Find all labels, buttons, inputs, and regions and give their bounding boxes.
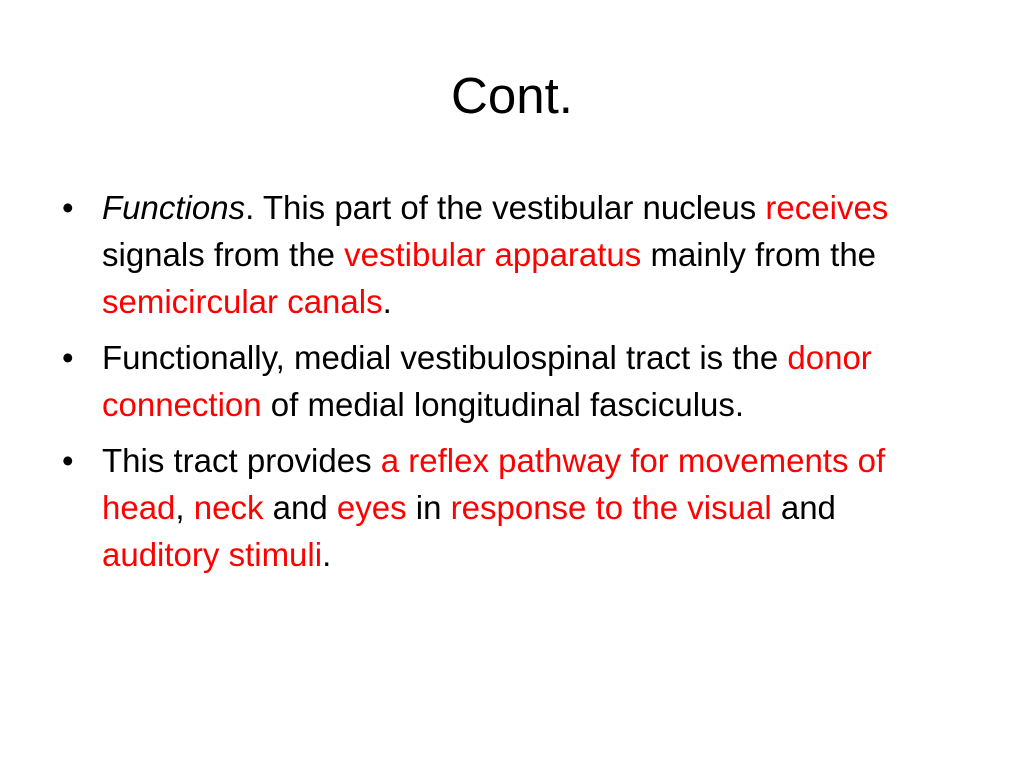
bullet-text-segment: and — [263, 489, 337, 526]
bullet-item-donor-connection — [62, 334, 962, 428]
highlight-text: donor connection — [102, 339, 872, 423]
bullet-item-reflex-pathway — [62, 437, 962, 578]
bullet-text-segment: This tract provides — [102, 442, 381, 479]
highlight-text: neck — [193, 489, 264, 526]
highlight-text: a reflex pathway for movements of head — [102, 442, 886, 526]
bullet-text-segment: , — [175, 489, 194, 526]
highlight-text: receives — [765, 189, 889, 226]
bullet-text-segment: Functions — [102, 189, 246, 226]
bullet-dot-icon: • — [62, 442, 74, 479]
bullet-text-segment: in — [406, 489, 451, 526]
bullet-text-segment: signals from the — [102, 236, 345, 273]
bullet-dot-icon: • — [62, 189, 74, 226]
slide-title: Cont. — [451, 67, 573, 124]
bullet-text-segment: . — [382, 283, 392, 320]
highlight-text: auditory stimuli — [102, 536, 323, 573]
bullet-dot-icon: • — [62, 339, 74, 376]
highlight-text: vestibular apparatus — [344, 236, 642, 273]
bullet-text-segment: . — [322, 536, 332, 573]
highlight-text: response to the visual — [450, 489, 772, 526]
bullet-text-segment: mainly from the — [641, 236, 877, 273]
bullet-list — [62, 184, 962, 587]
highlight-text: eyes — [336, 489, 407, 526]
highlight-text: semicircular canals — [102, 283, 383, 320]
bullet-text-segment: . This part of the vestibular nucleus — [245, 189, 766, 226]
bullet-text-segment: of medial longitudinal fasciculus. — [261, 386, 745, 423]
bullet-text-segment: and — [771, 489, 836, 526]
bullet-item-functions — [62, 184, 962, 325]
bullet-text-segment: Functionally, medial vestibulospinal tract is the — [102, 339, 788, 376]
